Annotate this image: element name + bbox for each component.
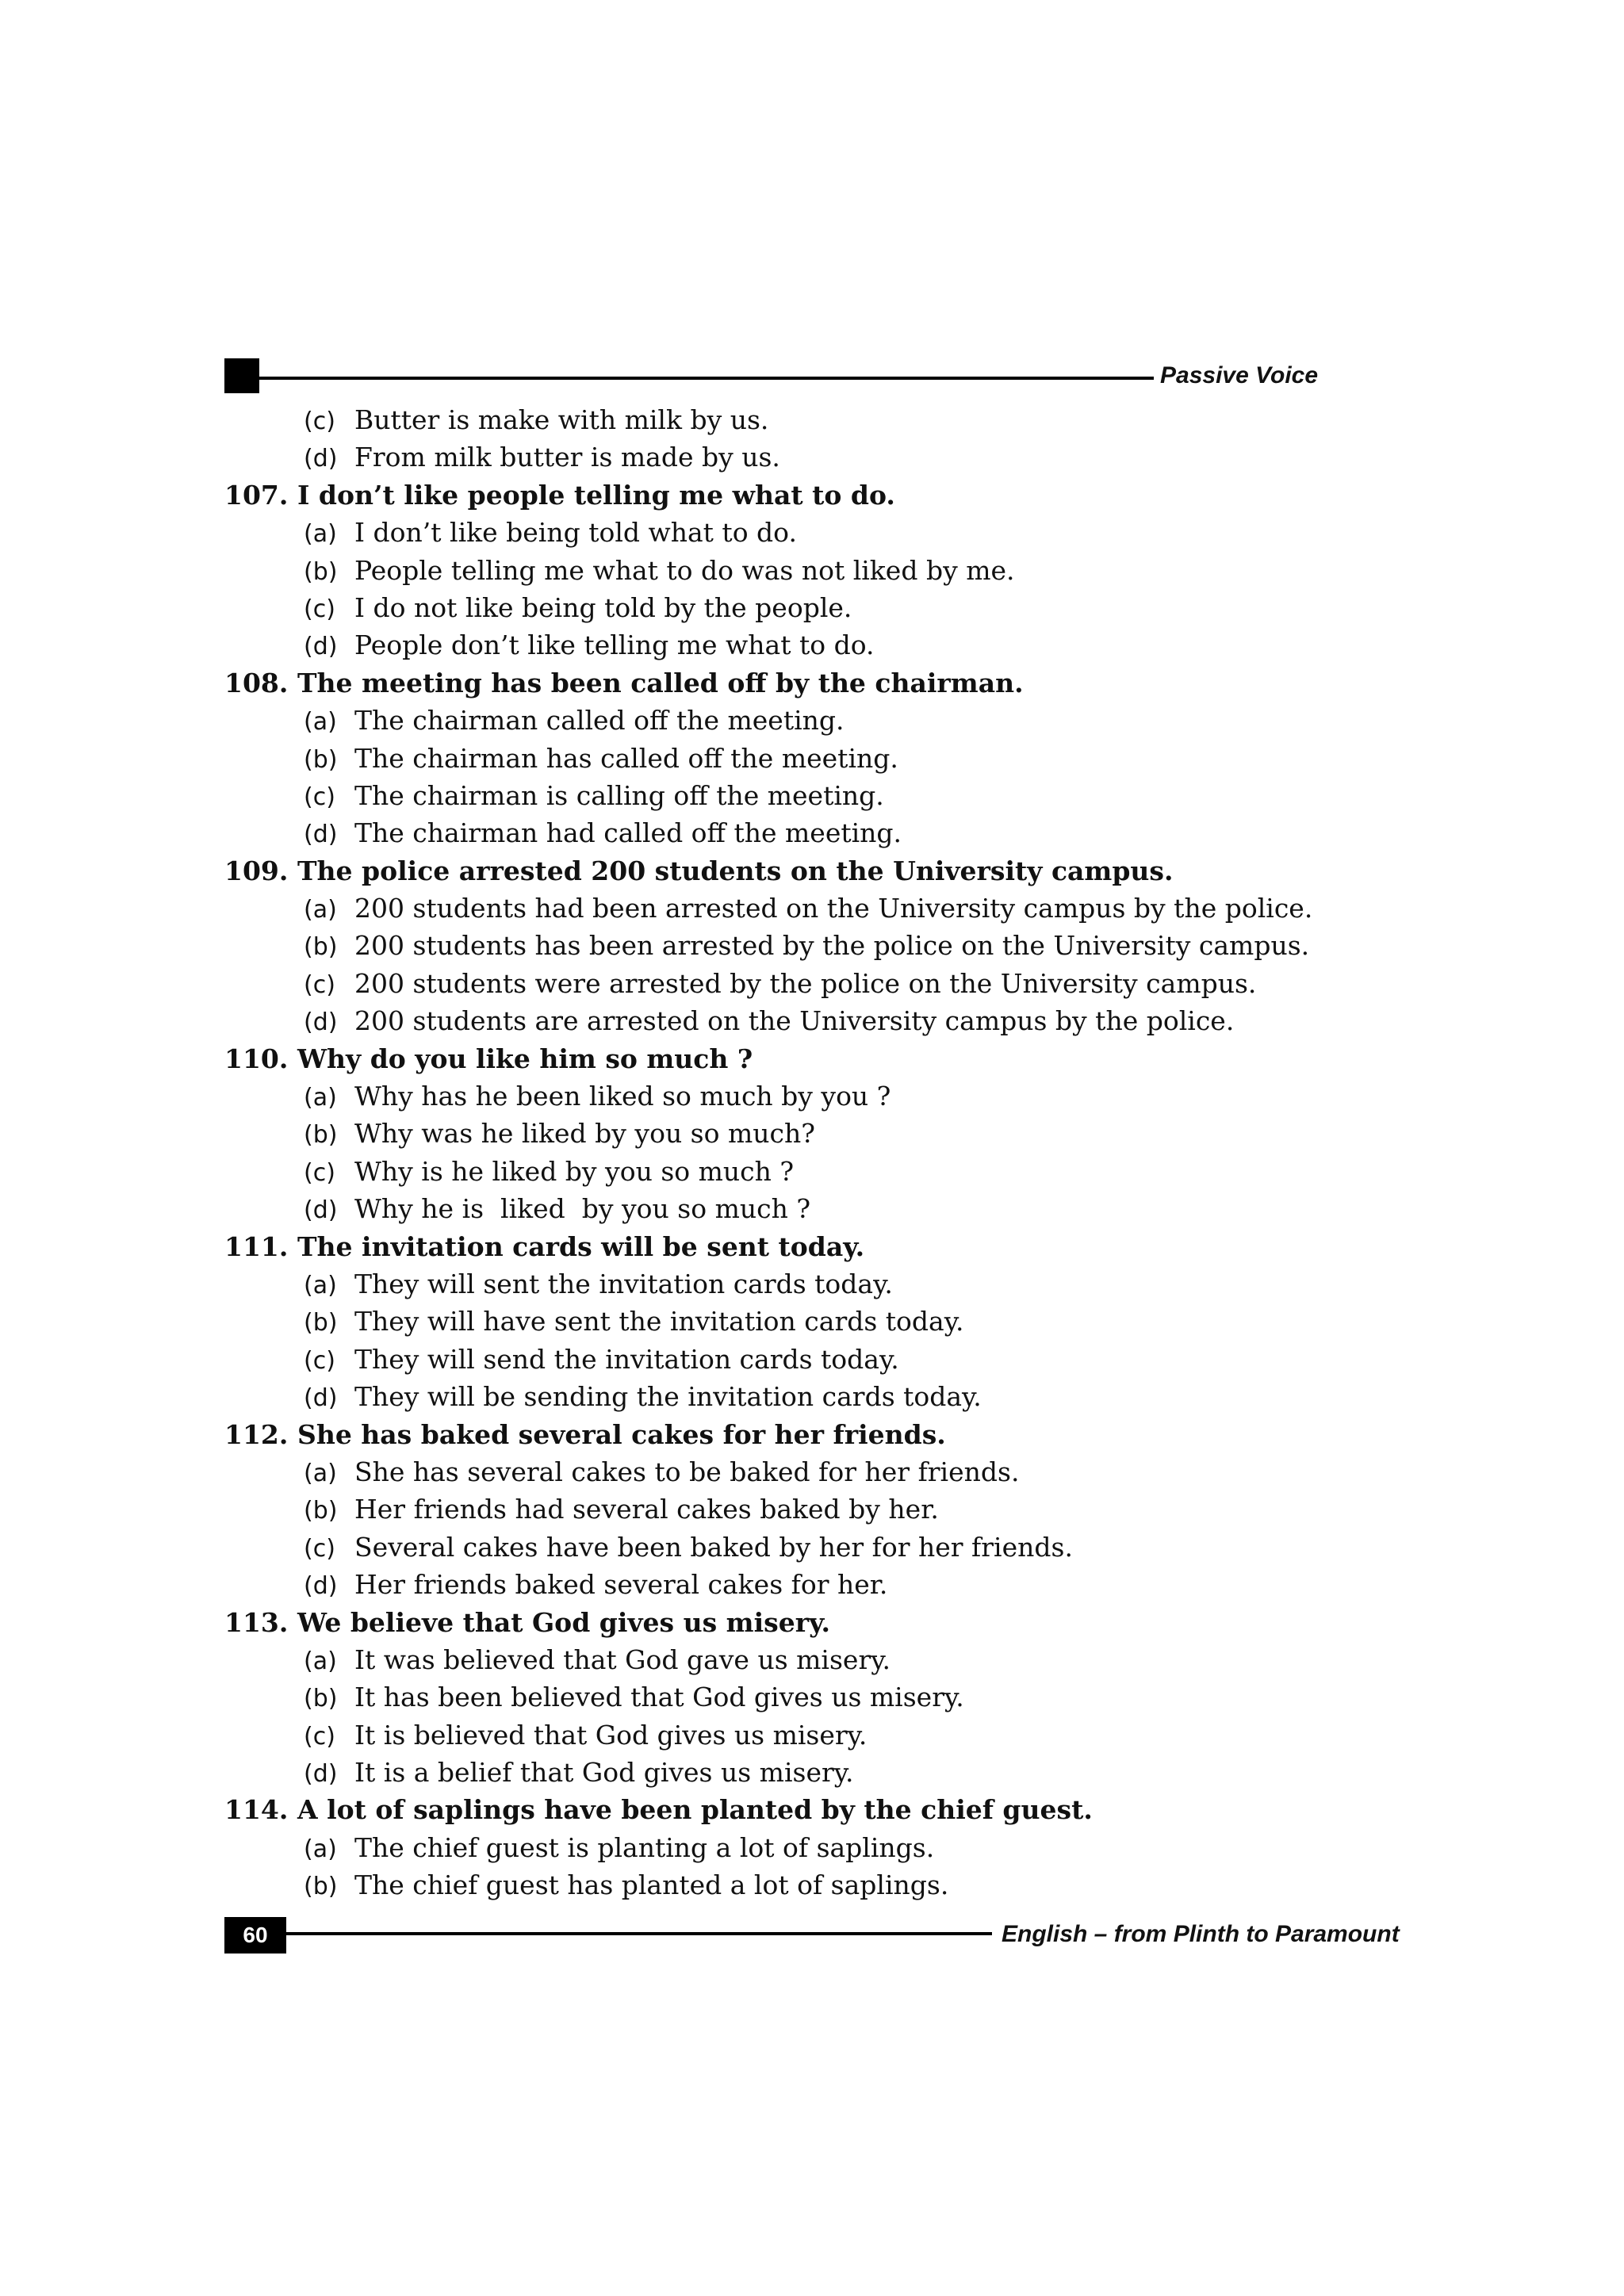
- option-text: The chairman called off the meeting.: [354, 705, 845, 737]
- footer-rule: [286, 1932, 992, 1935]
- option-text: It was believed that God gave us misery.: [354, 1644, 891, 1675]
- option-line: [224, 1566, 1414, 1603]
- option-text: 200 students are arrested on the University campus by the police.: [354, 1005, 1235, 1037]
- option-text: It is believed that God gives us misery.: [354, 1719, 868, 1751]
- page-footer: [224, 1917, 1414, 1954]
- option-text: Why has he been liked so much by you ?: [354, 1081, 891, 1112]
- option-label: (d): [304, 821, 338, 849]
- option-line: [224, 1866, 1414, 1904]
- question-text: The invitation cards will be sent today.: [297, 1230, 865, 1262]
- option-label: (c): [304, 783, 335, 811]
- option-text: 200 students were arrested by the police on the University campus.: [354, 967, 1257, 999]
- option-text: Several cakes have been baked by her for her friends.: [354, 1531, 1073, 1563]
- option-label: (d): [304, 1760, 338, 1789]
- question-number: 114.: [224, 1794, 289, 1826]
- question-text: I don’t like people telling me what to do.: [297, 479, 895, 511]
- option-label: (d): [304, 445, 338, 473]
- option-line: [224, 814, 1414, 851]
- option-label: (d): [304, 1196, 338, 1225]
- option-line: [224, 1153, 1414, 1190]
- option-text: The chairman has called off the meeting.: [354, 742, 898, 774]
- option-line: [224, 1678, 1414, 1716]
- option-line: [224, 1077, 1414, 1115]
- option-line: [224, 1378, 1414, 1415]
- option-text: 200 students had been arrested on the University campus by the police.: [354, 893, 1313, 924]
- option-label: (d): [304, 1008, 338, 1037]
- option-text: I do not like being told by the people.: [354, 591, 852, 623]
- option-text: Her friends had several cakes baked by her.: [354, 1494, 939, 1525]
- option-line: [224, 1303, 1414, 1340]
- question-line: [224, 476, 1414, 514]
- option-line: [224, 1716, 1414, 1754]
- option-text: They will have sent the invitation cards today.: [354, 1306, 964, 1337]
- question-number: 108.: [224, 667, 289, 698]
- option-label: (d): [304, 633, 338, 661]
- option-text: She has several cakes to be baked for her friends.: [354, 1456, 1020, 1487]
- option-line: [224, 589, 1414, 626]
- option-label: (d): [304, 1384, 338, 1413]
- header-marker: [224, 358, 259, 393]
- question-line: [224, 1416, 1414, 1453]
- option-line: [224, 552, 1414, 589]
- option-label: (b): [304, 1685, 338, 1713]
- option-label: (c): [304, 970, 335, 999]
- option-label: (a): [304, 1271, 337, 1299]
- question-line: [224, 664, 1414, 702]
- question-text: The police arrested 200 students on the University campus.: [297, 855, 1174, 886]
- question-number: 109.: [224, 855, 289, 886]
- option-text: It is a belief that God gives us misery.: [354, 1757, 854, 1789]
- option-text: The chairman is calling off the meeting.: [354, 779, 884, 811]
- page-header: [224, 358, 1414, 393]
- option-text: People don’t like telling me what to do.: [354, 629, 875, 661]
- option-label: (b): [304, 1309, 338, 1337]
- option-label: (b): [304, 557, 338, 586]
- option-line: [224, 1754, 1414, 1791]
- question-line: [224, 1040, 1414, 1077]
- question-text: A lot of saplings have been planted by the chief guest.: [297, 1794, 1093, 1826]
- page-number: 60: [224, 1917, 286, 1954]
- option-label: (c): [304, 595, 335, 623]
- option-text: They will send the invitation cards today.: [354, 1343, 899, 1375]
- question-number: 110.: [224, 1043, 289, 1074]
- option-label: (c): [304, 408, 335, 435]
- header-rule: [259, 377, 1154, 380]
- question-number: 111.: [224, 1230, 289, 1262]
- exercise-content: [224, 401, 1414, 1904]
- option-text: Why is he liked by you so much ?: [354, 1155, 795, 1187]
- option-text: I don’t like being told what to do.: [354, 517, 797, 549]
- option-line: [224, 965, 1414, 1002]
- question-number: 112.: [224, 1418, 289, 1450]
- option-line: [224, 1641, 1414, 1678]
- question-line: [224, 1604, 1414, 1641]
- option-text: 200 students has been arrested by the police on the University campus.: [354, 930, 1310, 962]
- option-label: (c): [304, 1534, 335, 1563]
- option-label: (c): [304, 1158, 335, 1187]
- option-text: Why he is liked by you so much ?: [354, 1193, 811, 1225]
- question-text: She has baked several cakes for her friends.: [297, 1418, 946, 1450]
- option-label: (a): [304, 1459, 337, 1487]
- question-line: [224, 1791, 1414, 1828]
- running-head-title: Passive Voice: [1160, 362, 1319, 388]
- option-text: The chief guest has planted a lot of saplings.: [354, 1869, 949, 1901]
- option-text: From milk butter is made by us.: [354, 442, 780, 473]
- option-label: (a): [304, 1835, 337, 1863]
- option-line: [224, 1115, 1414, 1152]
- option-label: (d): [304, 1572, 338, 1601]
- option-text: People telling me what to do was not liked by me.: [354, 554, 1015, 586]
- option-text: They will sent the invitation cards today.: [354, 1268, 893, 1299]
- option-line: [224, 626, 1414, 664]
- option-line: [224, 514, 1414, 551]
- option-line: [224, 740, 1414, 777]
- option-line: [224, 1002, 1414, 1039]
- option-line: [224, 927, 1414, 964]
- question-text: We believe that God gives us misery.: [297, 1606, 830, 1638]
- option-line: [224, 1265, 1414, 1303]
- option-line: [224, 1829, 1414, 1866]
- option-label: (a): [304, 896, 337, 924]
- option-text: The chairman had called off the meeting.: [354, 817, 902, 849]
- option-label: (a): [304, 520, 337, 549]
- option-line: [224, 777, 1414, 814]
- question-line: [224, 1228, 1414, 1265]
- option-line: [224, 401, 1414, 438]
- option-text: Butter is make with milk by us.: [354, 404, 769, 435]
- option-line: [224, 702, 1414, 739]
- option-text: It has been believed that God gives us misery.: [354, 1682, 964, 1713]
- option-label: (b): [304, 933, 338, 962]
- option-label: (b): [304, 1497, 338, 1525]
- option-line: [224, 1341, 1414, 1378]
- option-label: (a): [304, 1084, 337, 1112]
- question-number: 107.: [224, 479, 289, 511]
- option-line: [224, 1490, 1414, 1528]
- question-number: 113.: [224, 1606, 289, 1638]
- option-label: (a): [304, 1647, 337, 1675]
- option-text: Her friends baked several cakes for her.: [354, 1569, 888, 1601]
- option-label: (a): [304, 708, 337, 737]
- option-label: (c): [304, 1346, 335, 1375]
- option-text: Why was he liked by you so much?: [354, 1118, 815, 1150]
- option-label: (b): [304, 1121, 338, 1150]
- option-text: The chief guest is planting a lot of saplings.: [354, 1831, 935, 1863]
- option-line: [224, 1190, 1414, 1227]
- book-title: English – from Plinth to Paramount: [1002, 1921, 1400, 1947]
- option-label: (b): [304, 1873, 338, 1901]
- question-line: [224, 852, 1414, 890]
- question-text: The meeting has been called off by the chairman.: [297, 667, 1024, 698]
- option-label: (c): [304, 1722, 335, 1751]
- option-line: [224, 1529, 1414, 1566]
- option-label: (b): [304, 745, 338, 774]
- option-line: [224, 1453, 1414, 1490]
- option-line: [224, 438, 1414, 476]
- option-line: [224, 890, 1414, 927]
- option-text: They will be sending the invitation cards today.: [354, 1381, 982, 1413]
- question-text: Why do you like him so much ?: [297, 1043, 753, 1074]
